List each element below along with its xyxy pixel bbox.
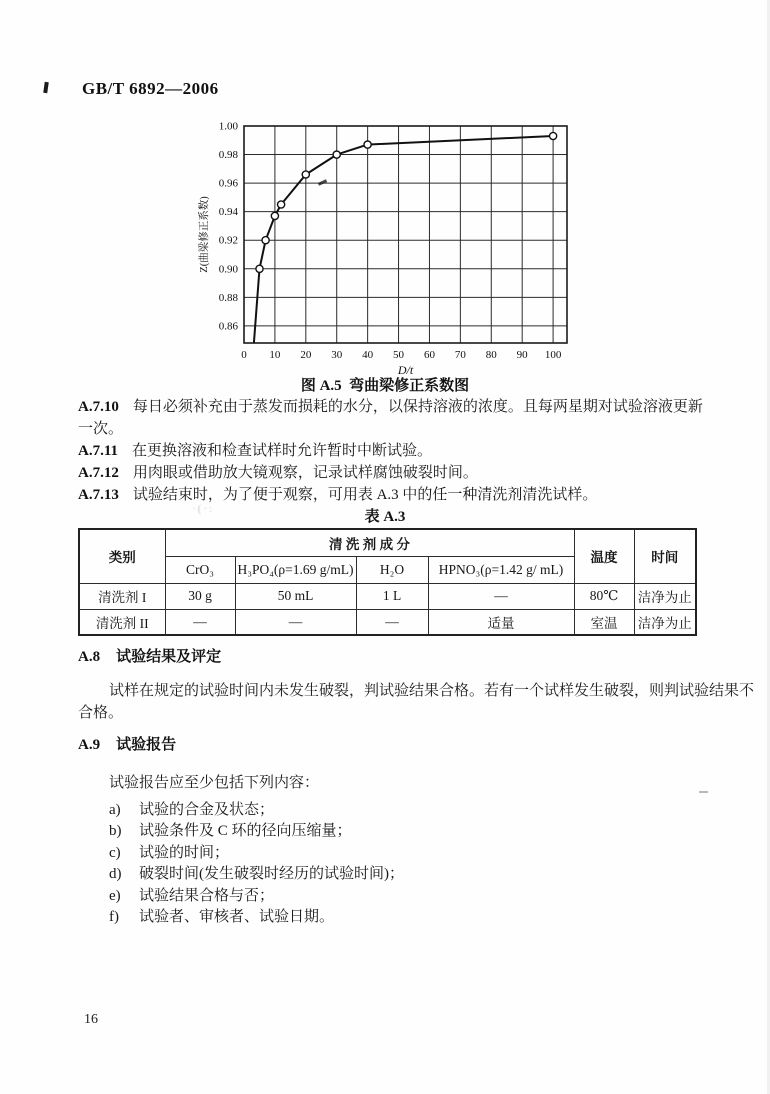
svg-text:100: 100 bbox=[544, 349, 562, 361]
section-a8-heading bbox=[78, 646, 692, 668]
table-row bbox=[79, 583, 696, 609]
cell-category: 清洗剂 II bbox=[79, 609, 165, 635]
report-item-e bbox=[78, 886, 692, 907]
clause-number: A.7.10 bbox=[78, 399, 119, 415]
section-a9-heading bbox=[78, 734, 692, 756]
cell-time: 洁净为止 bbox=[634, 609, 696, 635]
report-item-a bbox=[78, 800, 692, 821]
table-a3 bbox=[78, 528, 697, 636]
item-text: 试验者、审核者、试验日期。 bbox=[139, 909, 335, 926]
section-number: A.8 bbox=[78, 649, 101, 665]
svg-text:0.88: 0.88 bbox=[218, 291, 238, 304]
subcol-cro3: CrO₃ bbox=[165, 556, 235, 583]
cell-temperature: 80℃ bbox=[574, 583, 634, 609]
figure-a5-chart bbox=[195, 110, 580, 380]
svg-text:0.98: 0.98 bbox=[218, 149, 238, 162]
table-caption: 表 A.3 bbox=[364, 509, 406, 525]
clause-number: A.7.11 bbox=[78, 443, 119, 459]
page-number: 16 bbox=[84, 1012, 98, 1027]
scan-artifact bbox=[43, 82, 48, 93]
svg-text:D/t: D/t bbox=[397, 363, 414, 377]
section-a8-body-line2: 合格。 bbox=[78, 705, 124, 721]
standard-number: GB/T 6892—2006 bbox=[82, 79, 219, 98]
clause-text: 用肉眼或借助放大镜观察，记录试样腐蚀破裂时间。 bbox=[132, 465, 478, 481]
clause-text: 每日必须补充由于蒸发而损耗的水分，以保持溶液的浓度。且每两星期对试验溶液更新 bbox=[132, 399, 703, 415]
item-text: 试验的合金及状态； bbox=[139, 802, 275, 818]
svg-text:20: 20 bbox=[300, 349, 312, 361]
cell-h2o: 1 L bbox=[356, 583, 428, 609]
section-a9-intro: 试验报告应至少包括下列内容： bbox=[109, 775, 320, 791]
report-item-c bbox=[78, 843, 692, 864]
cell-hpno3: 适量 bbox=[428, 609, 574, 635]
clause-number: A.7.12 bbox=[78, 465, 119, 481]
svg-text:50: 50 bbox=[393, 349, 405, 361]
clause-text: 试验结束时，为了便于观察，可用表 A.3 中的任一种清洗剂清洗试样。 bbox=[132, 487, 598, 503]
correction-coefficient-plot bbox=[195, 110, 580, 380]
clause-a7-11 bbox=[78, 440, 692, 462]
document-body bbox=[78, 396, 755, 928]
section-a8-body-line1: 试样在规定的试验时间内未发生破裂，判试验结果合格。若有一个试样发生破裂，则判试验结果不 bbox=[109, 683, 755, 699]
cell-cro3: — bbox=[165, 609, 235, 635]
svg-text:10: 10 bbox=[269, 349, 281, 361]
svg-text:0.90: 0.90 bbox=[218, 263, 238, 276]
col-header-composition: 清 洗 剂 成 分 bbox=[165, 529, 574, 556]
item-letter: d) bbox=[109, 866, 122, 883]
svg-text:Z(曲梁修正系数): Z(曲梁修正系数) bbox=[199, 196, 210, 273]
svg-text:1.00: 1.00 bbox=[218, 120, 238, 133]
clause-a7-10-line1 bbox=[78, 396, 703, 418]
clause-a7-13 bbox=[78, 484, 692, 506]
subcol-hpno3: HPNO₃(ρ=1.42 g/ mL) bbox=[428, 556, 574, 583]
item-text: 试验的时间； bbox=[139, 844, 230, 861]
section-title: 试验结果及评定 bbox=[116, 649, 222, 665]
svg-text:60: 60 bbox=[423, 349, 435, 361]
item-letter: f) bbox=[109, 909, 119, 926]
scan-artifact-smudge: ·(·: bbox=[192, 503, 215, 515]
col-header-category: 类别 bbox=[79, 529, 165, 583]
section-number: A.9 bbox=[78, 737, 101, 753]
clause-text: 在更换溶液和检查试样时允许暂时中断试验。 bbox=[132, 443, 433, 459]
svg-text:90: 90 bbox=[516, 349, 528, 361]
svg-text:0.96: 0.96 bbox=[218, 177, 238, 190]
subcol-h2o: H₂O bbox=[356, 556, 428, 583]
clause-a7-12 bbox=[78, 462, 692, 484]
col-header-time: 时间 bbox=[634, 529, 696, 583]
clause-a7-10-line2: 一次。 bbox=[78, 421, 124, 437]
figure-caption: 图 A.5 弯曲梁修正系数图 bbox=[300, 378, 470, 394]
cell-h3po4: 50 mL bbox=[235, 583, 356, 609]
item-letter: b) bbox=[109, 823, 122, 840]
scan-artifact bbox=[699, 791, 708, 793]
svg-text:70: 70 bbox=[454, 349, 466, 361]
item-letter: a) bbox=[109, 802, 121, 818]
item-text: 破裂时间(发生破裂时经历的试验时间)； bbox=[139, 866, 404, 883]
svg-text:0.92: 0.92 bbox=[218, 234, 238, 247]
item-text: 试验结果合格与否； bbox=[139, 887, 275, 904]
table-row bbox=[79, 609, 696, 635]
item-letter: e) bbox=[109, 887, 121, 904]
report-item-f bbox=[78, 907, 692, 928]
item-text: 试验条件及 C 环的径向压缩量； bbox=[139, 823, 352, 840]
subcol-h3po4: H₃PO₄(ρ=1.69 g/mL) bbox=[235, 556, 356, 583]
svg-text:40: 40 bbox=[362, 349, 374, 361]
report-item-b bbox=[78, 821, 692, 842]
svg-text:80: 80 bbox=[485, 349, 497, 361]
cell-category: 清洗剂 I bbox=[79, 583, 165, 609]
cell-cro3: 30 g bbox=[165, 583, 235, 609]
svg-text:30: 30 bbox=[331, 349, 343, 361]
cell-time: 洁净为止 bbox=[634, 583, 696, 609]
svg-text:0.94: 0.94 bbox=[218, 206, 238, 219]
svg-text:0.86: 0.86 bbox=[218, 320, 238, 333]
cell-h2o: — bbox=[356, 609, 428, 635]
cell-temperature: 室温 bbox=[574, 609, 634, 635]
col-header-temperature: 温度 bbox=[574, 529, 634, 583]
section-title: 试验报告 bbox=[116, 737, 177, 753]
clause-number: A.7.13 bbox=[78, 487, 119, 503]
svg-text:0: 0 bbox=[241, 349, 247, 361]
cell-hpno3: — bbox=[428, 583, 574, 609]
cell-h3po4: — bbox=[235, 609, 356, 635]
report-item-d bbox=[78, 864, 692, 885]
item-letter: c) bbox=[109, 844, 121, 861]
